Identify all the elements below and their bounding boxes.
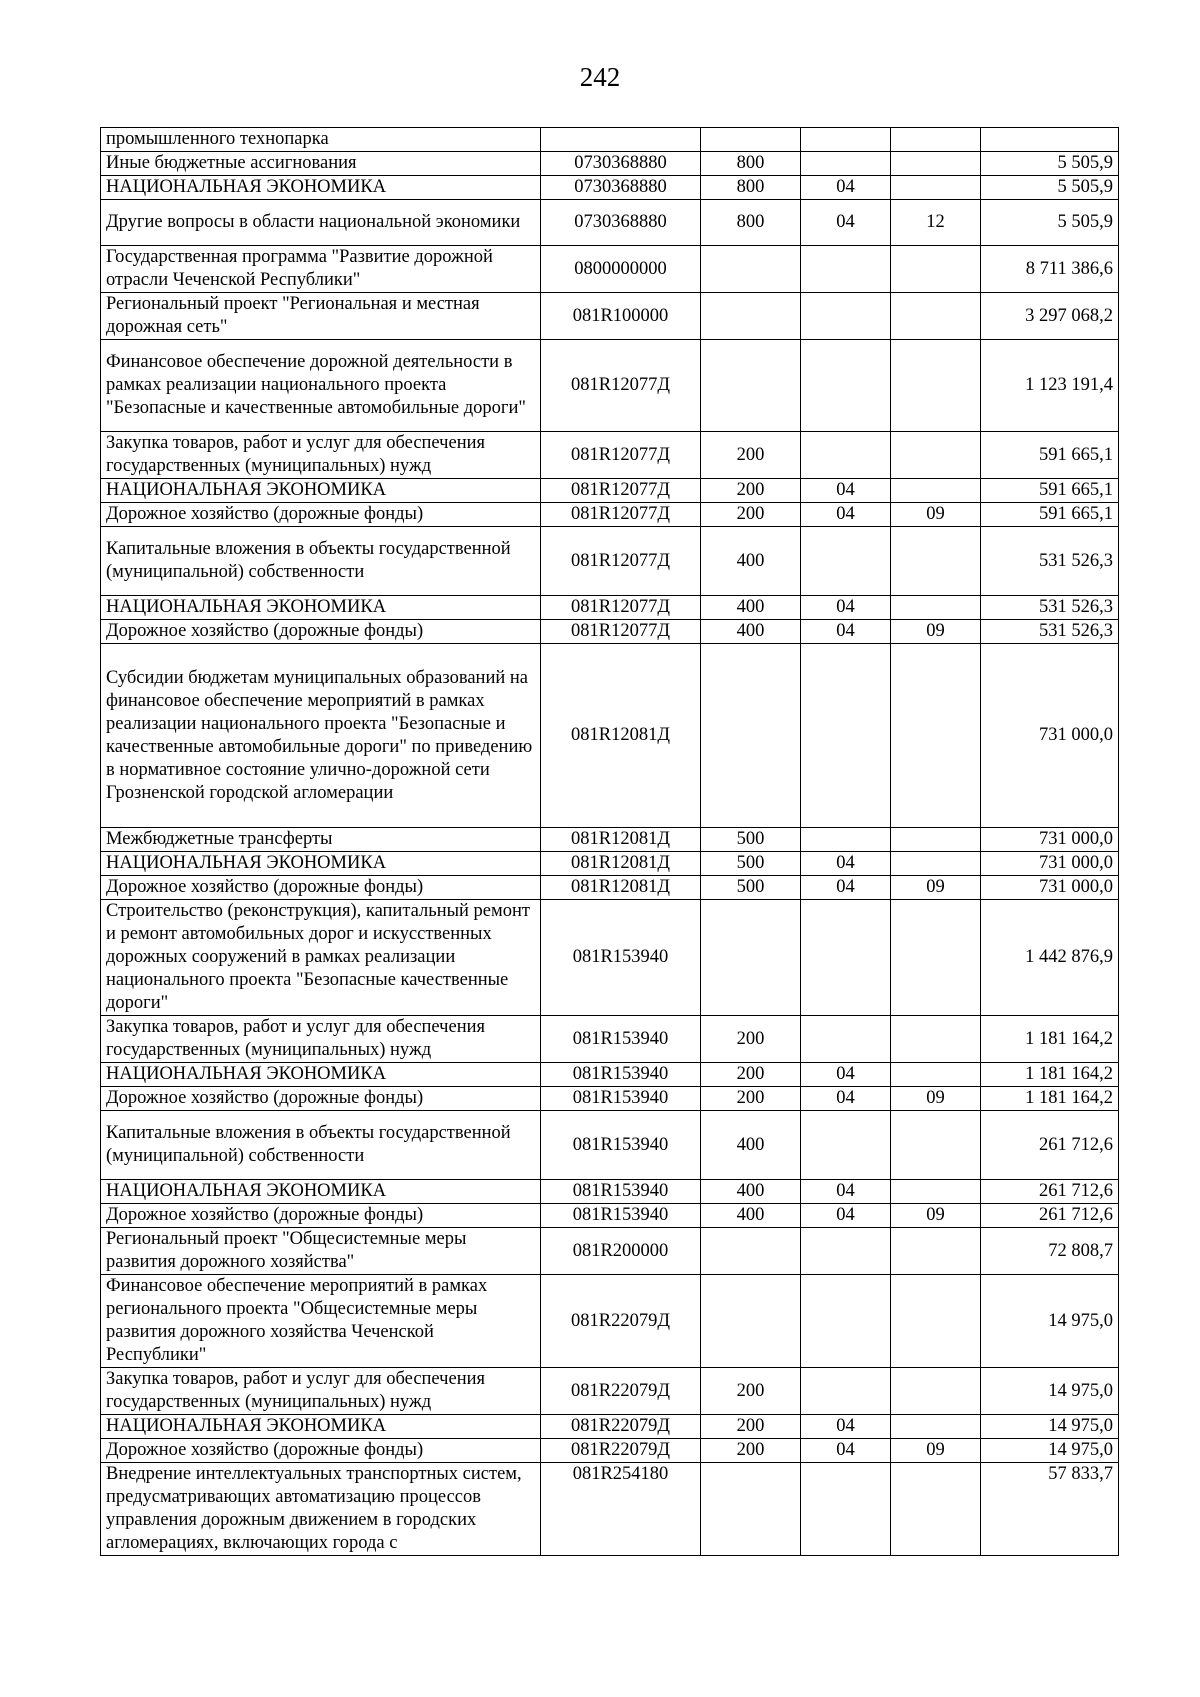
- page-number: 242: [579, 62, 621, 92]
- row-sum: [981, 128, 1119, 152]
- row-vr: [701, 340, 801, 432]
- row-vr: [701, 246, 801, 293]
- row-name: Региональный проект "Общесистемные меры развития дорожного хозяйства": [101, 1228, 541, 1275]
- budget-table: [100, 127, 1119, 1556]
- row-code: 081R254180: [541, 1463, 701, 1556]
- row-name: Капитальные вложения в объекты государственной (муниципальной) собственности: [101, 527, 541, 596]
- row-name: Дорожное хозяйство (дорожные фонды): [101, 876, 541, 900]
- row-rz: 04: [801, 503, 891, 527]
- row-vr: 400: [701, 620, 801, 644]
- row-vr: 200: [701, 1063, 801, 1087]
- row-code: 081R12081Д: [541, 876, 701, 900]
- row-code: [541, 128, 701, 152]
- row-name: НАЦИОНАЛЬНАЯ ЭКОНОМИКА: [101, 1063, 541, 1087]
- row-code: 0730368880: [541, 200, 701, 246]
- row-code: 081R12077Д: [541, 527, 701, 596]
- row-pr: [891, 1228, 981, 1275]
- row-pr: [891, 527, 981, 596]
- row-name: Региональный проект "Региональная и местная дорожная сеть": [101, 293, 541, 340]
- row-sum: 731 000,0: [981, 828, 1119, 852]
- table-row: [101, 128, 1119, 152]
- row-vr: [701, 1275, 801, 1368]
- row-code: 081R12077Д: [541, 479, 701, 503]
- row-vr: 400: [701, 1180, 801, 1204]
- table-row: [101, 900, 1119, 1016]
- row-code: 081R153940: [541, 1111, 701, 1180]
- row-code: 081R12077Д: [541, 503, 701, 527]
- table-row: [101, 176, 1119, 200]
- row-pr: [891, 1016, 981, 1063]
- table-row: [101, 1087, 1119, 1111]
- row-pr: [891, 852, 981, 876]
- row-rz: [801, 1463, 891, 1556]
- row-sum: 731 000,0: [981, 852, 1119, 876]
- row-pr: 09: [891, 1204, 981, 1228]
- row-vr: 500: [701, 828, 801, 852]
- row-rz: [801, 128, 891, 152]
- row-code: 081R153940: [541, 1063, 701, 1087]
- row-vr: 200: [701, 1368, 801, 1415]
- row-pr: 09: [891, 876, 981, 900]
- table-row: [101, 1275, 1119, 1368]
- row-sum: 8 711 386,6: [981, 246, 1119, 293]
- row-vr: [701, 1463, 801, 1556]
- row-sum: 72 808,7: [981, 1228, 1119, 1275]
- row-code: 081R153940: [541, 900, 701, 1016]
- table-row: [101, 1111, 1119, 1180]
- row-pr: [891, 1368, 981, 1415]
- row-rz: [801, 293, 891, 340]
- row-code: 081R12077Д: [541, 432, 701, 479]
- row-vr: [701, 644, 801, 828]
- row-name: НАЦИОНАЛЬНАЯ ЭКОНОМИКА: [101, 479, 541, 503]
- row-rz: [801, 828, 891, 852]
- row-name: Внедрение интеллектуальных транспортных систем, предусматривающих автоматизацию процессов управления дорожным движением в городских агломерациях, включающих города с: [101, 1463, 541, 1556]
- row-name: Субсидии бюджетам муниципальных образований на финансовое обеспечение мероприятий в рамках реализации национального проекта "Безопасные и качественные автомобильные дороги" по приведению в нормативное состояние улично-дорожной сети Грозненской городской агломерации: [101, 644, 541, 828]
- row-name: НАЦИОНАЛЬНАЯ ЭКОНОМИКА: [101, 596, 541, 620]
- row-rz: [801, 1368, 891, 1415]
- row-vr: 400: [701, 527, 801, 596]
- table-row: [101, 432, 1119, 479]
- row-vr: [701, 900, 801, 1016]
- row-code: 081R12081Д: [541, 644, 701, 828]
- row-sum: 1 123 191,4: [981, 340, 1119, 432]
- row-name: Дорожное хозяйство (дорожные фонды): [101, 1087, 541, 1111]
- row-sum: 531 526,3: [981, 596, 1119, 620]
- row-rz: [801, 1111, 891, 1180]
- row-rz: [801, 527, 891, 596]
- row-sum: 1 442 876,9: [981, 900, 1119, 1016]
- row-pr: 09: [891, 620, 981, 644]
- row-rz: 04: [801, 1180, 891, 1204]
- row-pr: [891, 246, 981, 293]
- row-rz: 04: [801, 852, 891, 876]
- row-sum: 5 505,9: [981, 176, 1119, 200]
- row-code: 081R153940: [541, 1180, 701, 1204]
- row-name: Дорожное хозяйство (дорожные фонды): [101, 620, 541, 644]
- row-vr: 200: [701, 1016, 801, 1063]
- row-vr: 500: [701, 876, 801, 900]
- row-name: Капитальные вложения в объекты государственной (муниципальной) собственности: [101, 1111, 541, 1180]
- row-code: 081R12077Д: [541, 340, 701, 432]
- table-row: [101, 852, 1119, 876]
- row-code: 081R12081Д: [541, 852, 701, 876]
- row-code: 081R153940: [541, 1016, 701, 1063]
- row-pr: [891, 128, 981, 152]
- row-rz: 04: [801, 1063, 891, 1087]
- row-code: 081R153940: [541, 1204, 701, 1228]
- table-row: [101, 152, 1119, 176]
- row-name: НАЦИОНАЛЬНАЯ ЭКОНОМИКА: [101, 1180, 541, 1204]
- row-vr: 400: [701, 596, 801, 620]
- row-vr: 800: [701, 152, 801, 176]
- table-row: [101, 1204, 1119, 1228]
- row-pr: [891, 432, 981, 479]
- table-row: [101, 1463, 1119, 1556]
- table-row: [101, 1439, 1119, 1463]
- row-pr: [891, 176, 981, 200]
- row-sum: 1 181 164,2: [981, 1016, 1119, 1063]
- table-row: [101, 1180, 1119, 1204]
- row-vr: 200: [701, 479, 801, 503]
- row-sum: 731 000,0: [981, 876, 1119, 900]
- row-name: Закупка товаров, работ и услуг для обеспечения государственных (муниципальных) нужд: [101, 1368, 541, 1415]
- row-name: НАЦИОНАЛЬНАЯ ЭКОНОМИКА: [101, 852, 541, 876]
- row-pr: [891, 479, 981, 503]
- row-sum: 3 297 068,2: [981, 293, 1119, 340]
- row-rz: [801, 246, 891, 293]
- row-rz: 04: [801, 200, 891, 246]
- row-rz: [801, 900, 891, 1016]
- row-vr: [701, 128, 801, 152]
- row-sum: 14 975,0: [981, 1439, 1119, 1463]
- row-rz: 04: [801, 479, 891, 503]
- row-code: 0730368880: [541, 152, 701, 176]
- row-pr: 09: [891, 1087, 981, 1111]
- row-name: промышленного технопарка: [101, 128, 541, 152]
- row-vr: 800: [701, 176, 801, 200]
- row-rz: [801, 432, 891, 479]
- row-pr: [891, 293, 981, 340]
- row-pr: [891, 1063, 981, 1087]
- row-code: 081R12077Д: [541, 596, 701, 620]
- row-code: 081R12081Д: [541, 828, 701, 852]
- row-sum: 14 975,0: [981, 1368, 1119, 1415]
- row-vr: 200: [701, 1087, 801, 1111]
- table-row: [101, 1368, 1119, 1415]
- row-pr: 09: [891, 1439, 981, 1463]
- row-vr: 400: [701, 1111, 801, 1180]
- row-sum: 591 665,1: [981, 503, 1119, 527]
- row-code: 0800000000: [541, 246, 701, 293]
- row-code: 081R200000: [541, 1228, 701, 1275]
- row-name: НАЦИОНАЛЬНАЯ ЭКОНОМИКА: [101, 176, 541, 200]
- row-sum: 531 526,3: [981, 527, 1119, 596]
- row-vr: 800: [701, 200, 801, 246]
- row-name: Другие вопросы в области национальной экономики: [101, 200, 541, 246]
- table-row: [101, 527, 1119, 596]
- row-pr: 12: [891, 200, 981, 246]
- row-sum: 14 975,0: [981, 1275, 1119, 1368]
- row-rz: 04: [801, 596, 891, 620]
- row-pr: [891, 1180, 981, 1204]
- row-rz: [801, 152, 891, 176]
- row-rz: 04: [801, 1415, 891, 1439]
- row-sum: 261 712,6: [981, 1204, 1119, 1228]
- row-name: Дорожное хозяйство (дорожные фонды): [101, 1204, 541, 1228]
- row-code: 081R22079Д: [541, 1415, 701, 1439]
- row-rz: 04: [801, 876, 891, 900]
- row-vr: 200: [701, 1439, 801, 1463]
- table-row: [101, 876, 1119, 900]
- row-sum: 731 000,0: [981, 644, 1119, 828]
- row-sum: 591 665,1: [981, 479, 1119, 503]
- row-name: Дорожное хозяйство (дорожные фонды): [101, 1439, 541, 1463]
- row-pr: [891, 1111, 981, 1180]
- row-name: Строительство (реконструкция), капитальный ремонт и ремонт автомобильных дорог и искусственных дорожных сооружений в рамках реализации национального проекта "Безопасные качественные дороги": [101, 900, 541, 1016]
- row-name: Финансовое обеспечение мероприятий в рамках регионального проекта "Общесистемные меры развития дорожного хозяйства Чеченской Республики": [101, 1275, 541, 1368]
- row-name: Государственная программа "Развитие дорожной отрасли Чеченской Республики": [101, 246, 541, 293]
- row-vr: 500: [701, 852, 801, 876]
- row-sum: 57 833,7: [981, 1463, 1119, 1556]
- row-code: 0730368880: [541, 176, 701, 200]
- row-vr: [701, 1228, 801, 1275]
- table-row: [101, 1228, 1119, 1275]
- row-rz: 04: [801, 176, 891, 200]
- row-pr: [891, 644, 981, 828]
- table-row: [101, 644, 1119, 828]
- row-rz: 04: [801, 1204, 891, 1228]
- table-row: [101, 620, 1119, 644]
- row-rz: 04: [801, 1439, 891, 1463]
- table-row: [101, 1016, 1119, 1063]
- row-pr: [891, 596, 981, 620]
- row-sum: 1 181 164,2: [981, 1063, 1119, 1087]
- table-row: [101, 828, 1119, 852]
- row-pr: [891, 340, 981, 432]
- table-row: [101, 1063, 1119, 1087]
- row-name: Закупка товаров, работ и услуг для обеспечения государственных (муниципальных) нужд: [101, 1016, 541, 1063]
- row-vr: 200: [701, 503, 801, 527]
- row-rz: [801, 1228, 891, 1275]
- table-row: [101, 596, 1119, 620]
- row-rz: [801, 340, 891, 432]
- table-row: [101, 200, 1119, 246]
- row-code: 081R22079Д: [541, 1368, 701, 1415]
- row-vr: [701, 293, 801, 340]
- row-code: 081R100000: [541, 293, 701, 340]
- row-vr: 200: [701, 432, 801, 479]
- table-row: [101, 479, 1119, 503]
- row-pr: [891, 900, 981, 1016]
- row-pr: [891, 828, 981, 852]
- row-rz: [801, 1016, 891, 1063]
- row-name: Межбюджетные трансферты: [101, 828, 541, 852]
- row-vr: 400: [701, 1204, 801, 1228]
- row-sum: 531 526,3: [981, 620, 1119, 644]
- row-sum: 14 975,0: [981, 1415, 1119, 1439]
- row-sum: 5 505,9: [981, 200, 1119, 246]
- row-pr: [891, 152, 981, 176]
- row-sum: 261 712,6: [981, 1180, 1119, 1204]
- row-rz: [801, 1275, 891, 1368]
- row-sum: 261 712,6: [981, 1111, 1119, 1180]
- row-sum: 1 181 164,2: [981, 1087, 1119, 1111]
- row-pr: [891, 1415, 981, 1439]
- row-code: 081R22079Д: [541, 1275, 701, 1368]
- row-pr: 09: [891, 503, 981, 527]
- row-name: Дорожное хозяйство (дорожные фонды): [101, 503, 541, 527]
- table-row: [101, 293, 1119, 340]
- row-sum: 591 665,1: [981, 432, 1119, 479]
- table-row: [101, 340, 1119, 432]
- row-name: НАЦИОНАЛЬНАЯ ЭКОНОМИКА: [101, 1415, 541, 1439]
- row-pr: [891, 1275, 981, 1368]
- row-code: 081R12077Д: [541, 620, 701, 644]
- row-name: Закупка товаров, работ и услуг для обеспечения государственных (муниципальных) нужд: [101, 432, 541, 479]
- row-pr: [891, 1463, 981, 1556]
- row-code: 081R22079Д: [541, 1439, 701, 1463]
- row-rz: 04: [801, 1087, 891, 1111]
- row-code: 081R153940: [541, 1087, 701, 1111]
- table-row: [101, 1415, 1119, 1439]
- row-rz: 04: [801, 620, 891, 644]
- row-rz: [801, 644, 891, 828]
- row-sum: 5 505,9: [981, 152, 1119, 176]
- row-name: Иные бюджетные ассигнования: [101, 152, 541, 176]
- row-name: Финансовое обеспечение дорожной деятельности в рамках реализации национального проекта "Безопасные и качественные автомобильные дороги": [101, 340, 541, 432]
- table-row: [101, 246, 1119, 293]
- row-vr: 200: [701, 1415, 801, 1439]
- table-row: [101, 503, 1119, 527]
